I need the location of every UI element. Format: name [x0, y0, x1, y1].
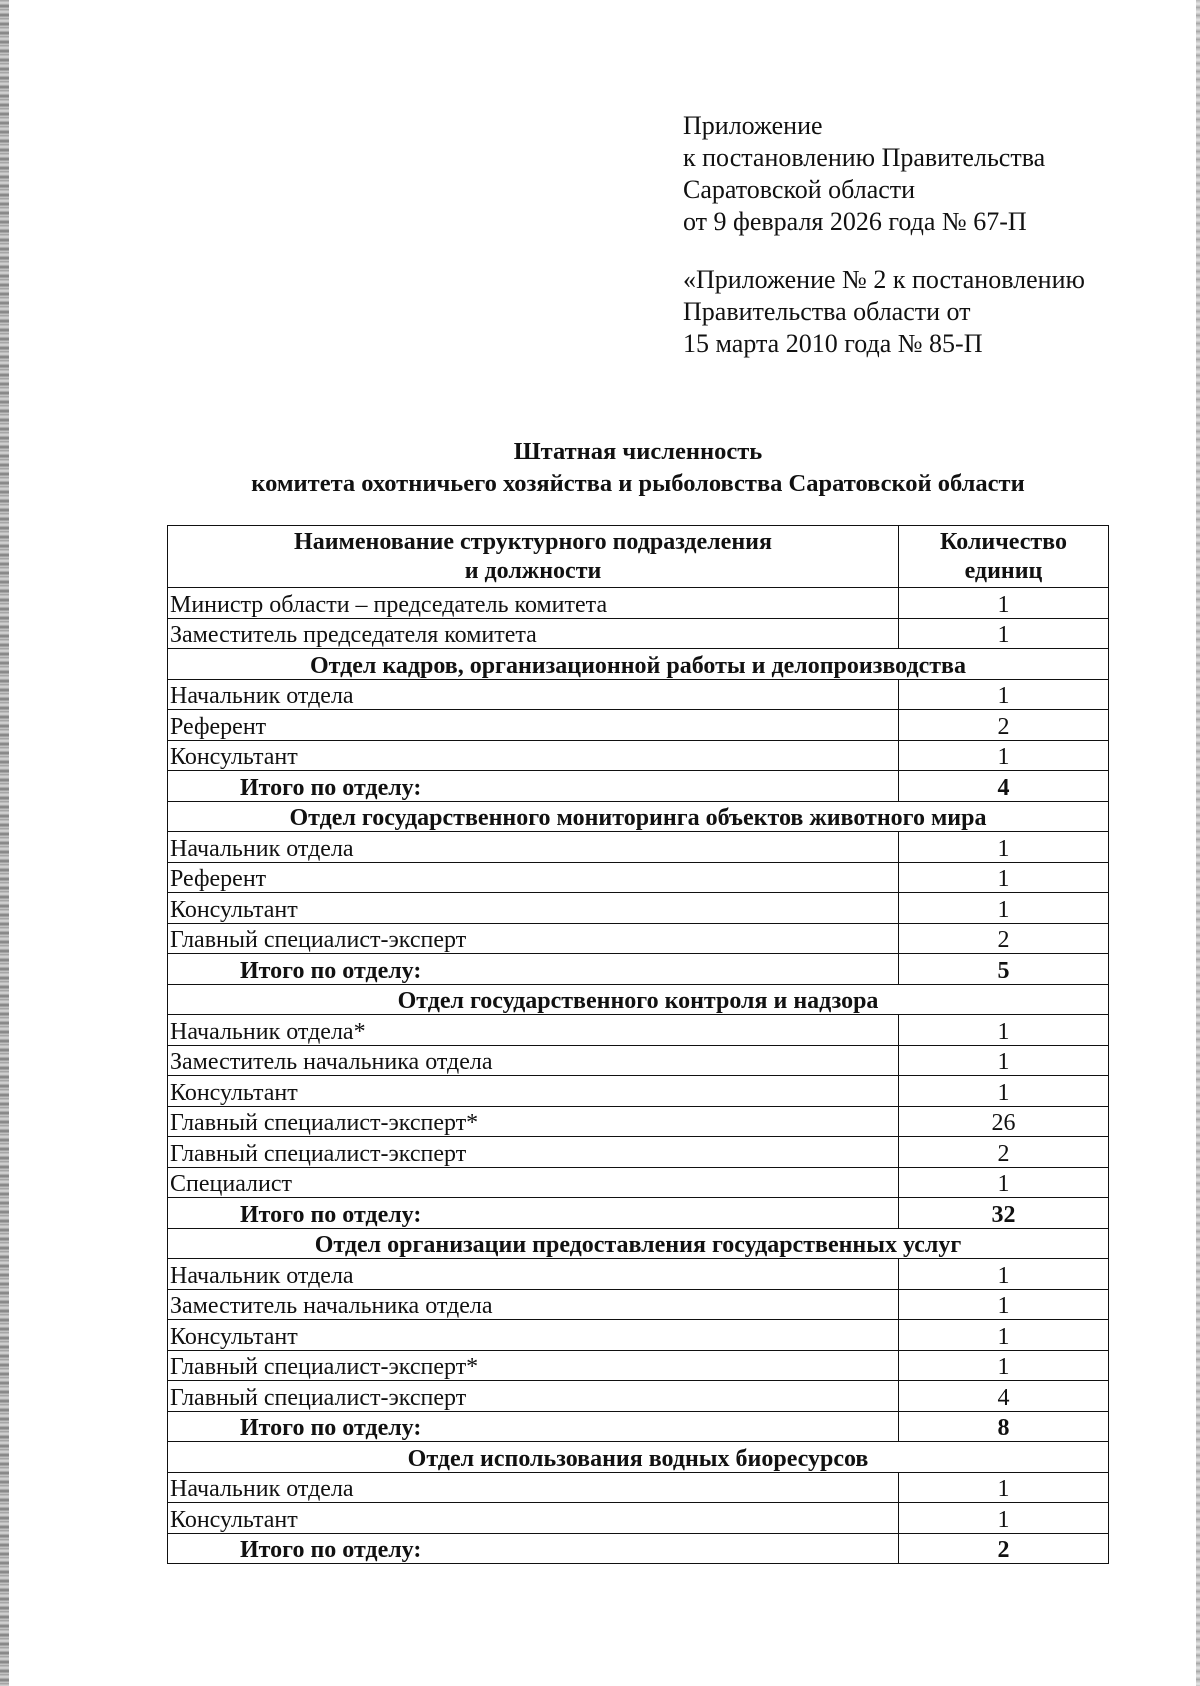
scan-edge-left	[0, 0, 9, 1686]
department-name: Отдел организации предоставления государственных услуг	[168, 1228, 1109, 1259]
table-row	[168, 1137, 1109, 1168]
department-name: Отдел кадров, организационной работы и делопроизводства	[168, 649, 1109, 680]
table-row	[168, 1045, 1109, 1076]
appendix-line: «Приложение № 2 к постановлению	[683, 265, 1085, 294]
position-quantity: 1	[899, 1320, 1109, 1351]
appendix-line: от 9 февраля 2026 года № 67-П	[683, 207, 1027, 236]
column-header-quantity-line: единиц	[964, 557, 1043, 584]
position-quantity: 1	[899, 1076, 1109, 1107]
table-row	[168, 1259, 1109, 1290]
document-title	[166, 436, 1110, 500]
position-quantity: 1	[899, 832, 1109, 863]
department-row	[168, 801, 1109, 832]
position-name: Начальник отдела	[168, 1259, 899, 1290]
position-name: Референт	[168, 862, 899, 893]
position-name: Консультант	[168, 1503, 899, 1534]
position-name: Начальник отдела	[168, 832, 899, 863]
title-line-2: комитета охотничьего хозяйства и рыболовства Саратовской области	[251, 470, 1025, 497]
total-quantity: 8	[899, 1411, 1109, 1442]
table-row	[168, 588, 1109, 619]
position-name: Консультант	[168, 1320, 899, 1351]
scan-edge-right	[1196, 0, 1200, 1686]
staff-table	[167, 525, 1109, 1564]
department-row	[168, 984, 1109, 1015]
position-name: Заместитель председателя комитета	[168, 618, 899, 649]
total-label: Итого по отделу:	[168, 1198, 899, 1229]
position-name: Главный специалист-эксперт*	[168, 1350, 899, 1381]
table-row	[168, 1015, 1109, 1046]
position-name: Главный специалист-эксперт	[168, 923, 899, 954]
table-row	[168, 832, 1109, 863]
position-quantity: 1	[899, 1472, 1109, 1503]
table-body	[168, 588, 1109, 1564]
column-header-quantity	[899, 526, 1109, 588]
appendix-line: Саратовской области	[683, 175, 916, 204]
position-quantity: 1	[899, 588, 1109, 619]
position-quantity: 1	[899, 862, 1109, 893]
table-row	[168, 740, 1109, 771]
position-quantity: 1	[899, 1259, 1109, 1290]
position-quantity: 1	[899, 1015, 1109, 1046]
department-name: Отдел использования водных биоресурсов	[168, 1442, 1109, 1473]
position-quantity: 2	[899, 710, 1109, 741]
department-total-row	[168, 954, 1109, 985]
total-quantity: 4	[899, 771, 1109, 802]
position-name: Начальник отдела*	[168, 1015, 899, 1046]
table-header-row	[168, 526, 1109, 588]
position-quantity: 1	[899, 1503, 1109, 1534]
position-name: Министр области – председатель комитета	[168, 588, 899, 619]
position-quantity: 1	[899, 618, 1109, 649]
department-name: Отдел государственного контроля и надзора	[168, 984, 1109, 1015]
table-row	[168, 923, 1109, 954]
table-row	[168, 1503, 1109, 1534]
position-name: Главный специалист-эксперт*	[168, 1106, 899, 1137]
appendix-line: Правительства области от	[683, 297, 971, 326]
position-quantity: 2	[899, 1137, 1109, 1168]
table-row	[168, 1106, 1109, 1137]
position-quantity: 1	[899, 1289, 1109, 1320]
department-total-row	[168, 1411, 1109, 1442]
position-quantity: 1	[899, 740, 1109, 771]
position-quantity: 1	[899, 1045, 1109, 1076]
position-quantity: 1	[899, 1350, 1109, 1381]
table-row	[168, 1289, 1109, 1320]
table-row	[168, 1350, 1109, 1381]
position-quantity: 1	[899, 893, 1109, 924]
appendix-line: к постановлению Правительства	[683, 143, 1046, 172]
position-quantity: 26	[899, 1106, 1109, 1137]
department-row	[168, 1442, 1109, 1473]
table-row	[168, 1320, 1109, 1351]
table-row	[168, 1381, 1109, 1412]
position-name: Заместитель начальника отдела	[168, 1045, 899, 1076]
total-label: Итого по отделу:	[168, 1533, 899, 1564]
table-row	[168, 710, 1109, 741]
position-name: Главный специалист-эксперт	[168, 1381, 899, 1412]
position-quantity: 1	[899, 679, 1109, 710]
column-header-quantity-line: Количество	[940, 528, 1067, 555]
table-row	[168, 893, 1109, 924]
total-label: Итого по отделу:	[168, 1411, 899, 1442]
department-total-row	[168, 771, 1109, 802]
position-name: Главный специалист-эксперт	[168, 1137, 899, 1168]
department-row	[168, 1228, 1109, 1259]
table-row	[168, 1472, 1109, 1503]
position-name: Специалист	[168, 1167, 899, 1198]
department-name: Отдел государственного мониторинга объектов животного мира	[168, 801, 1109, 832]
table-row	[168, 862, 1109, 893]
column-header-name-line: Наименование структурного подразделения	[294, 528, 772, 555]
total-label: Итого по отделу:	[168, 771, 899, 802]
total-quantity: 32	[899, 1198, 1109, 1229]
position-name: Начальник отдела	[168, 679, 899, 710]
position-quantity: 4	[899, 1381, 1109, 1412]
position-name: Консультант	[168, 740, 899, 771]
total-quantity: 2	[899, 1533, 1109, 1564]
column-header-name-line: и должности	[464, 557, 602, 584]
appendix-line: Приложение	[683, 111, 823, 140]
table-row	[168, 1076, 1109, 1107]
appendix-line: 15 марта 2010 года № 85-П	[683, 329, 983, 358]
department-total-row	[168, 1533, 1109, 1564]
position-name: Консультант	[168, 1076, 899, 1107]
position-quantity: 2	[899, 923, 1109, 954]
position-quantity: 1	[899, 1167, 1109, 1198]
table-row	[168, 679, 1109, 710]
position-name: Заместитель начальника отдела	[168, 1289, 899, 1320]
department-total-row	[168, 1198, 1109, 1229]
position-name: Начальник отдела	[168, 1472, 899, 1503]
header-gap	[683, 238, 1183, 264]
table-row	[168, 1167, 1109, 1198]
total-label: Итого по отделу:	[168, 954, 899, 985]
department-row	[168, 649, 1109, 680]
title-line-1: Штатная численность	[513, 438, 763, 465]
appendix-header	[683, 110, 1183, 360]
position-name: Консультант	[168, 893, 899, 924]
column-header-name	[168, 526, 899, 588]
position-name: Референт	[168, 710, 899, 741]
table-row	[168, 618, 1109, 649]
total-quantity: 5	[899, 954, 1109, 985]
